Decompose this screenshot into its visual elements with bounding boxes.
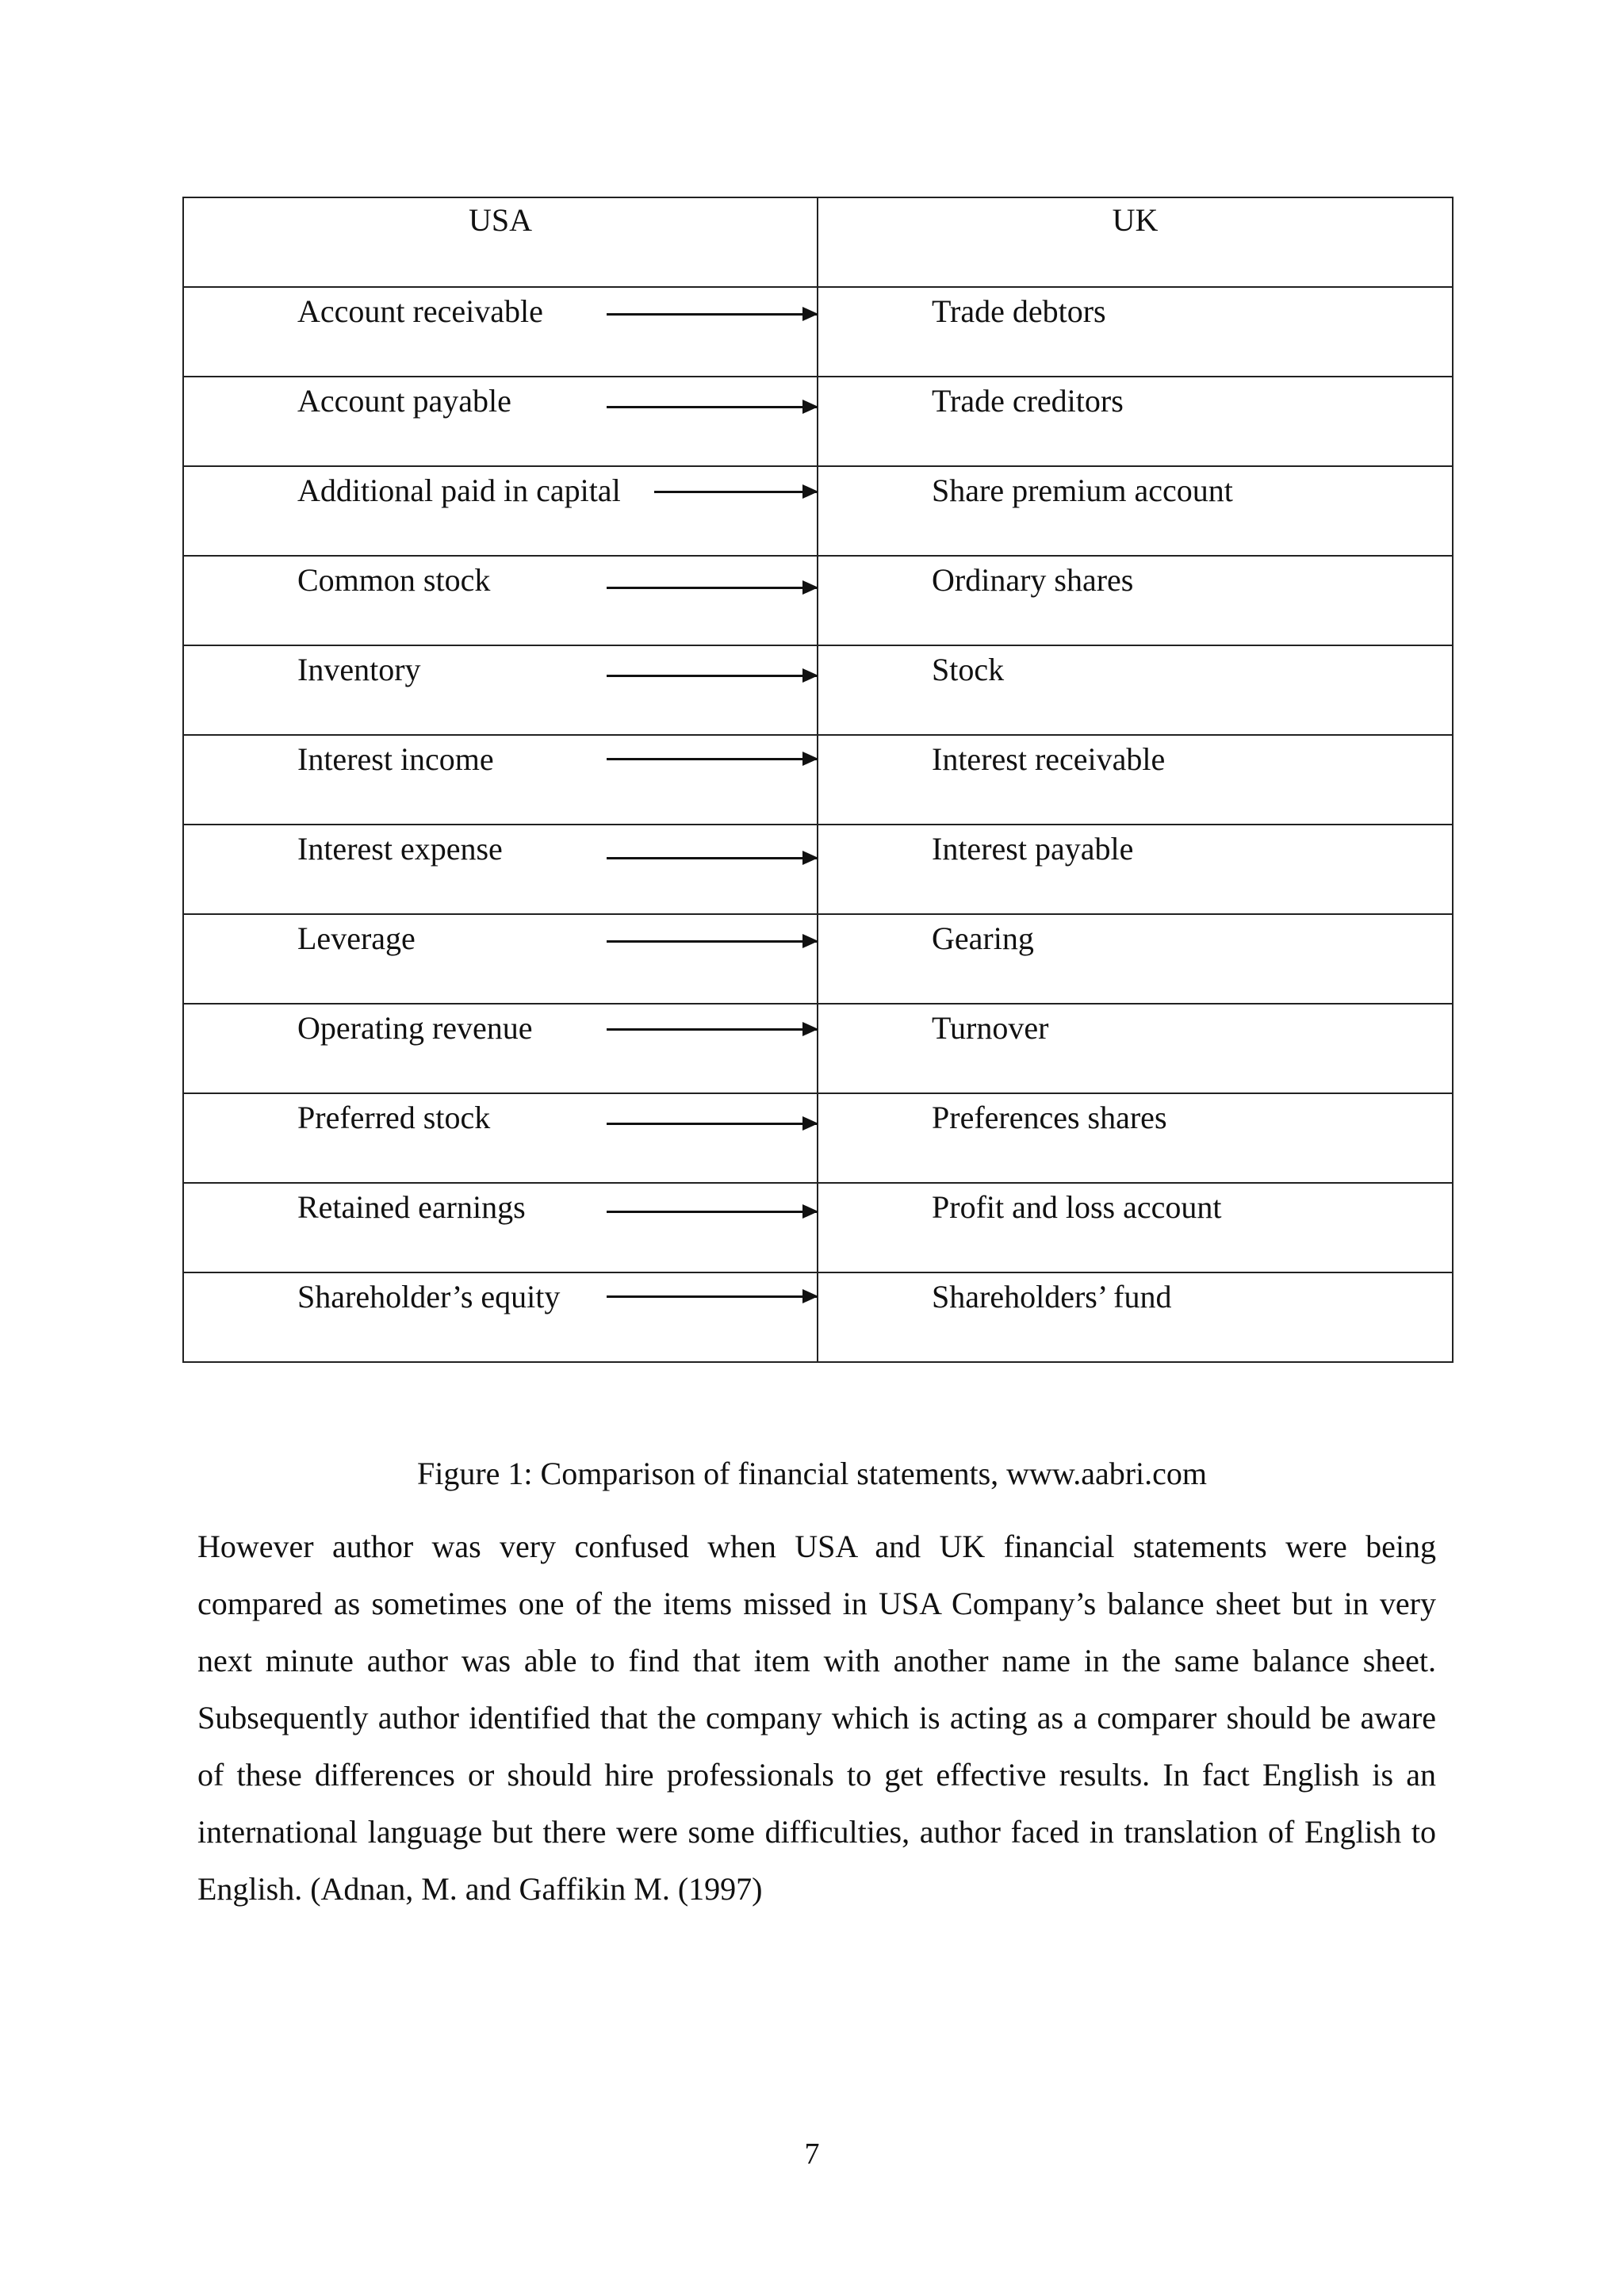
usa-term: Interest expense [297,831,503,867]
arrow-head-icon [802,851,818,865]
table-row [183,1093,1453,1183]
right-arrow-icon [607,1295,817,1298]
table-row [183,914,1453,1004]
comparison-table [182,197,1454,1363]
usa-cell [183,1004,818,1093]
uk-cell [818,287,1453,377]
usa-term: Additional paid in capital [297,473,621,508]
uk-term: Trade debtors [932,293,1106,329]
uk-cell [818,556,1453,645]
usa-term: Inventory [297,652,421,687]
usa-term: Interest income [297,741,494,777]
right-arrow-icon [654,491,817,493]
uk-term: Share premium account [932,473,1233,508]
table-row [183,1272,1453,1362]
right-arrow-icon [607,1028,817,1031]
usa-term: Retained earnings [297,1189,526,1225]
uk-cell [818,735,1453,825]
uk-term: Trade creditors [932,383,1124,419]
usa-cell [183,645,818,735]
arrow-head-icon [802,752,818,766]
uk-cell [818,645,1453,735]
uk-term: Interest receivable [932,741,1166,777]
right-arrow-icon [607,675,817,677]
comparison-table-body [183,197,1453,1362]
uk-term: Gearing [932,920,1034,956]
uk-term: Ordinary shares [932,562,1134,598]
usa-cell [183,1093,818,1183]
arrow-head-icon [802,580,818,595]
usa-term: Account receivable [297,293,543,329]
header-cell-usa [183,197,818,287]
header-uk: UK [1112,202,1159,238]
table-row [183,556,1453,645]
usa-term: Shareholder’s equity [297,1279,561,1314]
arrow-head-icon [802,1289,818,1303]
uk-term: Shareholders’ fund [932,1279,1172,1314]
usa-term: Leverage [297,920,416,956]
table-header-row [183,197,1453,287]
table-row [183,287,1453,377]
arrow-head-icon [802,668,818,683]
right-arrow-icon [607,1123,817,1125]
uk-cell [818,1093,1453,1183]
arrow-head-icon [802,1022,818,1036]
table-row [183,377,1453,466]
uk-term: Stock [932,652,1005,687]
uk-cell [818,377,1453,466]
uk-cell [818,1004,1453,1093]
right-arrow-icon [607,587,817,589]
uk-term: Turnover [932,1010,1049,1046]
header-usa: USA [468,202,533,238]
page-number: 7 [804,2137,820,2171]
right-arrow-icon [607,406,817,408]
right-arrow-icon [607,857,817,859]
body-paragraph: However author was very confused when USA and UK financial statements were being compared as sometimes one of the items missed in USA Company’s balance sheet but in very next minute author was able to find that item with another name in the same balance sheet. Subsequently author identified that the company which is acting as a comparer should be aware of these differences or should hire professionals to get effective results. In fact English is an international language but there were some difficulties, author faced in translation of English to English. (Adnan, M. and Gaffikin M. (1997) [197,1529,1436,1907]
uk-cell [818,1272,1453,1362]
usa-cell [183,914,818,1004]
usa-term: Operating revenue [297,1010,533,1046]
usa-cell [183,825,818,914]
arrow-head-icon [802,1204,818,1219]
header-cell-uk [818,197,1453,287]
figure-caption: Figure 1: Comparison of financial statements, www.aabri.com [416,1456,1208,1491]
table-row [183,735,1453,825]
usa-cell [183,556,818,645]
right-arrow-icon [607,313,817,316]
table-row [183,825,1453,914]
usa-cell [183,735,818,825]
uk-term: Preferences shares [932,1100,1167,1135]
uk-cell [818,466,1453,556]
usa-cell [183,1272,818,1362]
right-arrow-icon [607,940,817,943]
usa-cell [183,287,818,377]
arrow-head-icon [802,307,818,321]
right-arrow-icon [607,1211,817,1213]
usa-cell [183,466,818,556]
arrow-head-icon [802,400,818,414]
uk-cell [818,825,1453,914]
uk-term: Interest payable [932,831,1134,867]
arrow-head-icon [802,484,818,499]
table-row [183,466,1453,556]
usa-term: Preferred stock [297,1100,491,1135]
usa-term: Account payable [297,383,511,419]
usa-cell [183,1183,818,1272]
uk-cell [818,914,1453,1004]
table-row [183,1004,1453,1093]
arrow-head-icon [802,934,818,948]
right-arrow-icon [607,758,817,760]
arrow-head-icon [802,1116,818,1131]
table-row [183,1183,1453,1272]
usa-term: Common stock [297,562,491,598]
table-row [183,645,1453,735]
uk-cell [818,1183,1453,1272]
uk-term: Profit and loss account [932,1189,1222,1225]
usa-cell [183,377,818,466]
